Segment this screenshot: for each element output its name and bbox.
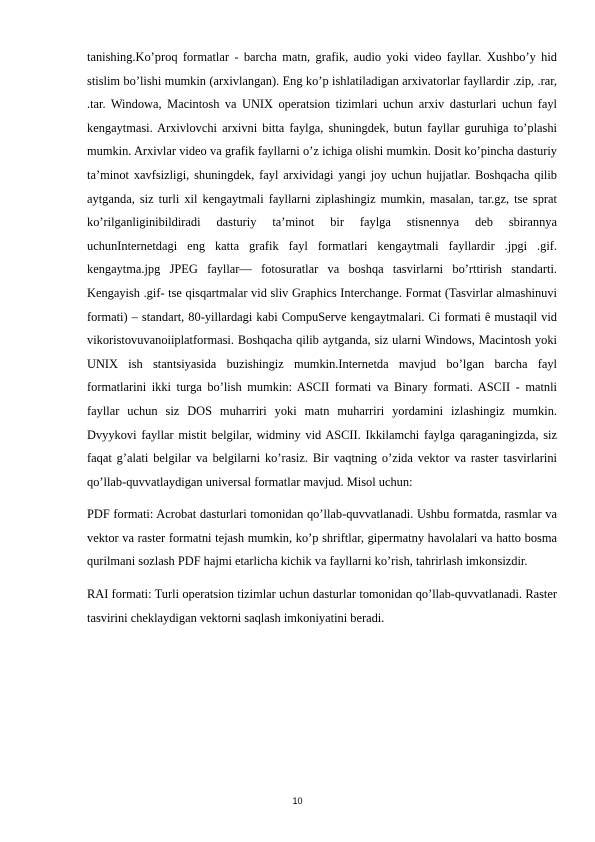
paragraph-file-formats: tanishing.Ko’proq formatlar - barcha matn, grafik, audio yoki video fayllar. Xushbo’y hid stislim bo’lishi mumkin (arxivlangan). Eng ko’p ishlatiladigan arxivatorlar fayllardir .zip, .rar, .tar. Windowa, Macintosh va UNIX operatsion tizimlari uchun arxiv dasturlari uchun fayl kengaytmasi. Arxivlovchi arxivni bitta faylga, shuningdek, butun fayllar guruhiga to’plashi mumkin. Arxivlar video va grafik fayllarni o’z ichiga olishi mumkin. Dosit ko’pincha dasturiy ta’minot xavfsizligi, shuningdek, fayl arxividagi yangi joy uchun hujjatlar. Boshqacha qilib aytganda, siz turli xil kengaytmali fayllarni ziplashingiz mumkin, masalan, tar.gz, tse sprat ko’rilganliginibildiradi dasturiy ta’minot bir faylga stisnennya deb sbirannya uchunInternetdagi eng katta grafik fayl formatlari kengaytmali fayllardir .jpgi .gif. kengaytma.jpg JPEG fayllar— fotosuratlar va boshqa tasvirlarni bo’rttirish standarti. Kengayish .gif- tse qisqartmalar vid sliv Graphics Interchange. Format (Tasvirlar almashinuvi formati) – standart, 80-yillardagi kabi CompuServe kengaytmalari. Ci formati ê mustaqil vid vikoristovuvanoiiplatformasi. Boshqacha qilib aytganda, siz ularni Windows, Macintosh yoki UNIX ish stantsiyasida buzishingiz mumkin.Internetda mavjud bo’lgan barcha fayl formatlarini ikki turga bo’lish mumkin: ASCII formati va Binary formati. ASCII - matnli fayllar uchun siz DOS muharriri yoki matn muharriri yordamini izlashingiz mumkin. Dvyykovi fayllar mistit belgilar, widminy vid ASCII. Ikkilamchi faylga qaraganingizda, siz faqat g’alati belgilar va belgilarni ko’rasiz. Bir vaqtning o’zida vektor va raster tasvirlarini qo’llab-quvvatlaydigan universal formatlar mavjud. Misol uchun:: [87, 50, 557, 489]
page-number: 10: [292, 796, 303, 806]
body-text: [87, 46, 557, 630]
paragraph-rai-format: RAI formati: Turli operatsion tizimlar uchun dasturlar tomonidan qo’llab-quvvatlanadi. Raster tasvirini cheklaydigan vektorni saqlash imkoniyatini beradi.: [87, 587, 557, 625]
paragraph-pdf-format: PDF formati: Acrobat dasturlari tomonidan qo’llab-quvvatlanadi. Ushbu formatda, rasmlar va vektor va raster formatni tejash mumkin, ko’p shriftlar, gipermatny havolalari va hatto bosma qurilmani sozlash PDF hajmi etarlicha kichik va fayllarni ko’rish, tahrirlash imkonsizdir.: [87, 507, 557, 569]
